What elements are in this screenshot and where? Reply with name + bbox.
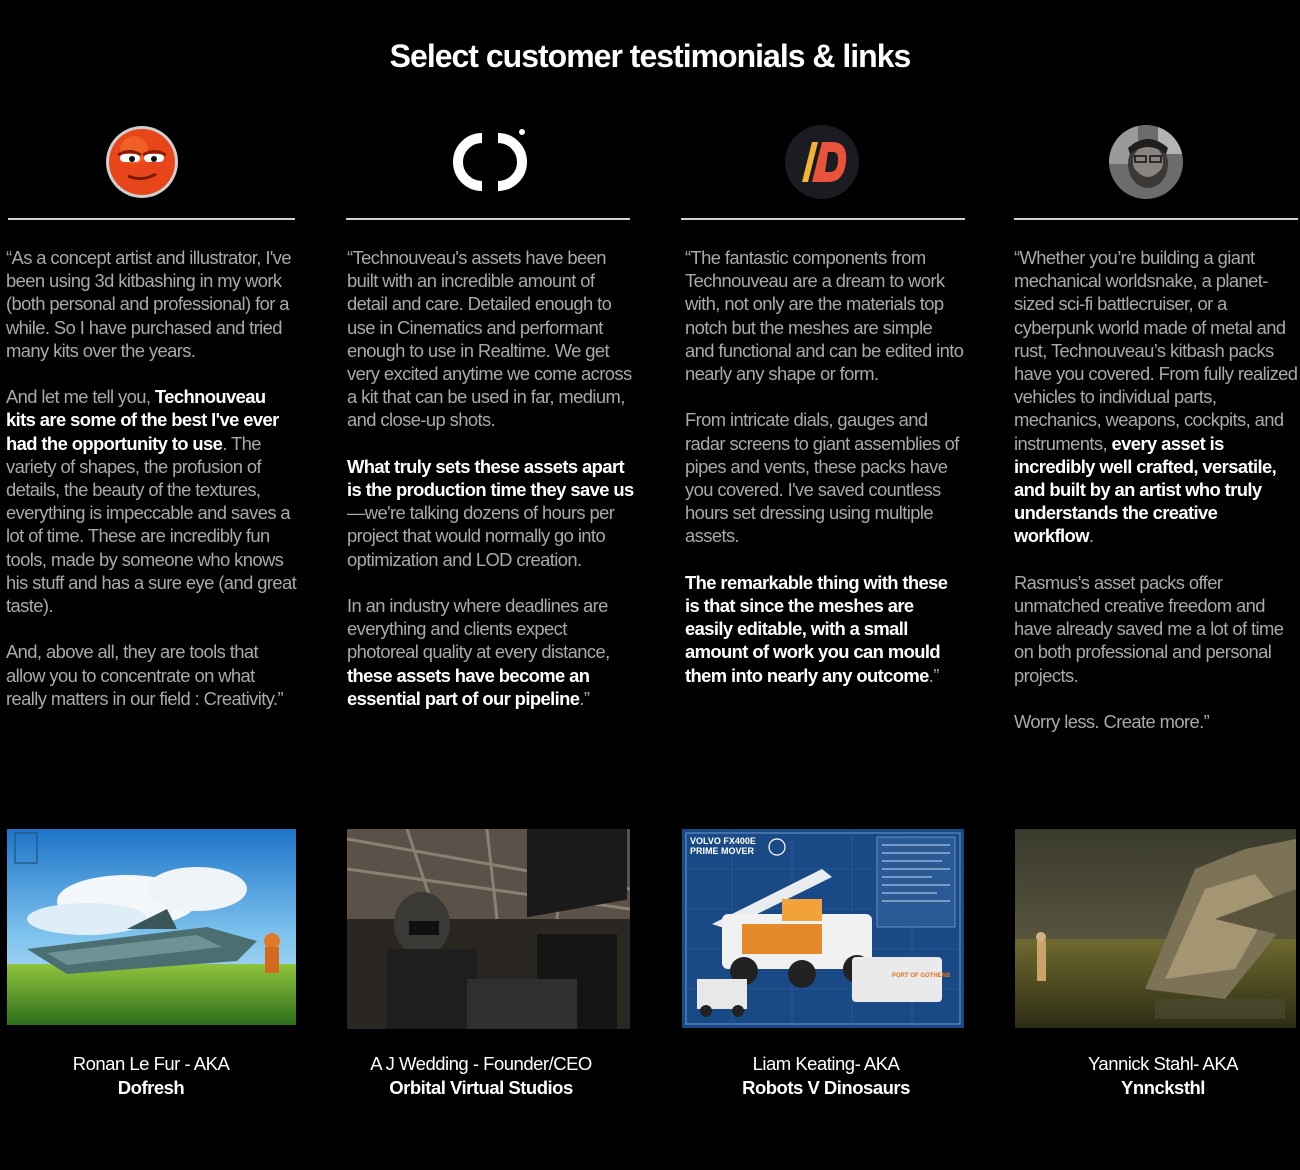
volvo-prime-mover-poster-image[interactable] (682, 829, 964, 1028)
quote-paragraph (1014, 571, 1298, 687)
quote-paragraph (6, 246, 298, 362)
quote-paragraph (685, 571, 965, 687)
section-heading: Select customer testimonials & links (389, 38, 911, 74)
quote-text: “The fantastic components from Technouveau are a dream to work with, not only are the materials top notch but the meshes are simple and functional and can be edited into nearly any shape or form. (685, 247, 964, 385)
quote-text: “Whether you’re building a giant mechanical worldsnake, a planet-sized sci-fi battlecruiser, or a cyberpunk world made of metal and rust, Technouveau’s kitbash packs have you covered. From fully realized vehicles to individual parts, mechanics, weapons, cockpits, and instruments, (1014, 247, 1298, 454)
testimonial-quote (6, 246, 298, 733)
quote-text: And let me tell you, (6, 386, 155, 408)
virtual-studio-photo[interactable] (347, 829, 630, 1029)
quote-text: In an industry where deadlines are everything and clients expect photoreal quality at every distance, (347, 595, 610, 663)
quote-paragraph (1014, 246, 1298, 548)
quote-paragraph (347, 455, 637, 571)
testimonial-author (6, 1052, 296, 1100)
quote-paragraph (685, 246, 965, 385)
author-alias-link[interactable]: Dofresh (117, 1077, 185, 1098)
quote-text: .” (579, 687, 590, 709)
quote-paragraph (347, 246, 637, 432)
quote-text: “As a concept artist and illustrator, I've been using 3d kitbashing in my work (both personal and professional) for a while. So I have purchased and tried many kits over the years. (6, 247, 291, 361)
testimonial-author (1013, 1052, 1300, 1100)
testimonial-quote (1014, 246, 1298, 756)
quote-paragraph (6, 385, 298, 617)
divider (8, 218, 295, 220)
poster-tag: PORT OF GOTHENB (892, 973, 951, 979)
author-alias-link[interactable]: Robots V Dinosaurs (742, 1077, 910, 1098)
quote-text: Rasmus's asset packs offer unmatched creative freedom and have already saved me a lot of time on both professional and personal projects. (1014, 571, 1284, 686)
quote-paragraph (1014, 710, 1298, 733)
author-name: A J Wedding - Founder/CEO (370, 1053, 592, 1074)
crashed-ship-landscape-image[interactable] (1015, 829, 1296, 1028)
quote-text: “Technouveau's assets have been built with an incredible amount of detail and care. Detailed enough to use in Cinematics and performant enough to use in Realtime. We get very excited anytime we come across a kit that can be used in far, medium, and close-up shots. (347, 247, 632, 431)
author-name: Ronan Le Fur - AKA (72, 1053, 230, 1074)
divider (346, 218, 630, 220)
divider (1014, 218, 1298, 220)
quote-paragraph (347, 594, 637, 710)
testimonial-quote (685, 246, 965, 710)
testimonial-author (331, 1052, 631, 1100)
bearded-man-avatar-icon[interactable] (1108, 124, 1184, 200)
quote-text: —we're talking dozens of hours per project that would normally go into optimization and LOD creation. (347, 502, 615, 570)
poster-title: VOLVO FX400E PRIME MOVER (690, 836, 756, 856)
quote-highlight: Technouveau kits are some of the best I've ever had the opportunity to use (6, 386, 279, 454)
orange-cartoon-avatar-icon[interactable] (104, 124, 180, 200)
testimonial-quote (347, 246, 637, 733)
d-monogram-logo-icon[interactable] (784, 124, 860, 200)
author-name: Yannick Stahl- AKA (1087, 1053, 1239, 1074)
quote-text: From intricate dials, gauges and radar screens to giant assemblies of pipes and vents, these packs have you covered. I've saved countless hours set dressing using multiple assets. (685, 409, 959, 547)
author-alias-link[interactable]: Ynncksthl (1121, 1077, 1205, 1098)
author-alias-link[interactable]: Orbital Virtual Studios (389, 1077, 573, 1098)
quote-text: . The variety of shapes, the profusion of details, the beauty of the textures, everything is impeccable and saves a lot of time. These are incredibly fun tools, made by someone who knows his stuff and has a sure eye (and great taste). (6, 432, 297, 617)
quote-text: And, above all, they are tools that allow you to concentrate on what really matters in our field : Creativity.” (6, 641, 283, 709)
quote-highlight: these assets have become an essential part of our pipeline (347, 664, 590, 709)
quote-paragraph (685, 408, 965, 547)
quote-highlight: The remarkable thing with these is that since the meshes are easily editable, with a small amount of work you can mould them into nearly any outcome (685, 571, 948, 686)
quote-paragraph (6, 640, 298, 710)
quote-text: Worry less. Create more.” (1014, 711, 1210, 733)
quote-text: .” (928, 664, 939, 686)
testimonial-author (676, 1052, 976, 1100)
orbital-ring-logo-icon[interactable] (452, 124, 528, 200)
quote-highlight: What truly sets these assets apart is the production time they save us (347, 455, 634, 501)
author-name: Liam Keating- AKA (752, 1053, 900, 1074)
quote-highlight: every asset is incredibly well crafted, versatile, and built by an artist who truly understands the creative workflow (1014, 432, 1277, 547)
spaceship-illustration-image[interactable] (7, 829, 296, 1025)
quote-text: . (1088, 525, 1094, 547)
divider (681, 218, 965, 220)
